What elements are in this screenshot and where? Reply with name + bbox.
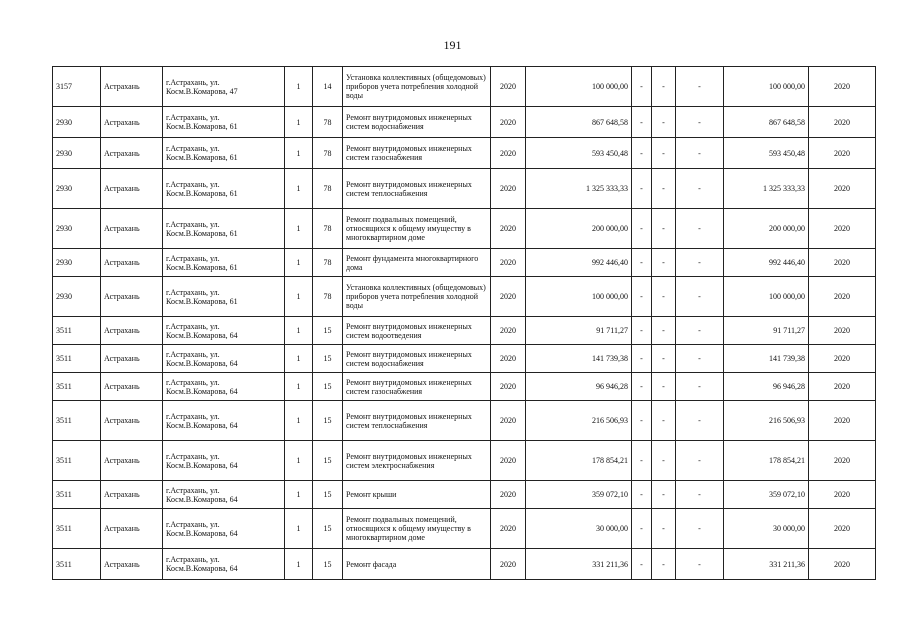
address-cell: г.Астрахань, ул. Косм.В.Комарова, 64 — [163, 481, 285, 509]
amount-cell: 216 506,93 — [526, 401, 632, 441]
house-id-cell: 3157 — [53, 67, 101, 107]
dash-cell: - — [632, 138, 652, 169]
dash-cell: - — [676, 401, 724, 441]
total-cell: 200 000,00 — [724, 209, 809, 249]
dash-cell: - — [652, 441, 676, 481]
completion-year-cell: 2020 — [809, 441, 876, 481]
city-cell: Астрахань — [101, 345, 163, 373]
city-cell: Астрахань — [101, 209, 163, 249]
table-row — [53, 138, 876, 169]
table-row — [53, 345, 876, 373]
city-cell: Астрахань — [101, 509, 163, 549]
year-cell: 2020 — [491, 107, 526, 138]
address-cell: г.Астрахань, ул. Косм.В.Комарова, 61 — [163, 169, 285, 209]
completion-year-cell: 2020 — [809, 67, 876, 107]
address-cell: г.Астрахань, ул. Косм.В.Комарова, 61 — [163, 277, 285, 317]
address-cell: г.Астрахань, ул. Косм.В.Комарова, 64 — [163, 549, 285, 580]
work-type-cell: Ремонт подвальных помещений, относящихся к общему имуществу в многоквартирном доме — [343, 209, 491, 249]
house-id-cell: 3511 — [53, 549, 101, 580]
amount-cell: 30 000,00 — [526, 509, 632, 549]
page-number: 191 — [443, 38, 462, 52]
address-cell: г.Астрахань, ул. Косм.В.Комарова, 64 — [163, 373, 285, 401]
building-count-cell: 1 — [285, 107, 313, 138]
address-cell: г.Астрахань, ул. Косм.В.Комарова, 61 — [163, 209, 285, 249]
address-cell: г.Астрахань, ул. Косм.В.Комарова, 64 — [163, 317, 285, 345]
apartment-count-cell: 78 — [313, 169, 343, 209]
building-count-cell: 1 — [285, 481, 313, 509]
city-cell: Астрахань — [101, 441, 163, 481]
dash-cell: - — [632, 209, 652, 249]
dash-cell: - — [632, 481, 652, 509]
dash-cell: - — [676, 481, 724, 509]
work-type-cell: Ремонт фундамента многоквартирного дома — [343, 249, 491, 277]
house-id-cell: 3511 — [53, 401, 101, 441]
year-cell: 2020 — [491, 401, 526, 441]
work-type-cell: Ремонт внутридомовых инженерных систем газоснабжения — [343, 373, 491, 401]
dash-cell: - — [652, 67, 676, 107]
dash-cell: - — [632, 317, 652, 345]
address-cell: г.Астрахань, ул. Косм.В.Комарова, 61 — [163, 138, 285, 169]
amount-cell: 331 211,36 — [526, 549, 632, 580]
completion-year-cell: 2020 — [809, 107, 876, 138]
completion-year-cell: 2020 — [809, 549, 876, 580]
building-count-cell: 1 — [285, 345, 313, 373]
dash-cell: - — [676, 509, 724, 549]
dash-cell: - — [652, 249, 676, 277]
amount-cell: 992 446,40 — [526, 249, 632, 277]
apartment-count-cell: 78 — [313, 138, 343, 169]
dash-cell: - — [652, 169, 676, 209]
dash-cell: - — [676, 138, 724, 169]
apartment-count-cell: 78 — [313, 107, 343, 138]
apartment-count-cell: 78 — [313, 277, 343, 317]
building-count-cell: 1 — [285, 317, 313, 345]
city-cell: Астрахань — [101, 138, 163, 169]
year-cell: 2020 — [491, 345, 526, 373]
work-type-cell: Ремонт внутридомовых инженерных систем теплоснабжения — [343, 169, 491, 209]
dash-cell: - — [652, 401, 676, 441]
total-cell: 141 739,38 — [724, 345, 809, 373]
dash-cell: - — [652, 345, 676, 373]
table-row — [53, 209, 876, 249]
completion-year-cell: 2020 — [809, 249, 876, 277]
city-cell: Астрахань — [101, 107, 163, 138]
dash-cell: - — [676, 277, 724, 317]
dash-cell: - — [632, 441, 652, 481]
total-cell: 593 450,48 — [724, 138, 809, 169]
dash-cell: - — [652, 373, 676, 401]
city-cell: Астрахань — [101, 549, 163, 580]
amount-cell: 141 739,38 — [526, 345, 632, 373]
building-count-cell: 1 — [285, 277, 313, 317]
work-type-cell: Ремонт подвальных помещений, относящихся к общему имуществу в многоквартирном доме — [343, 509, 491, 549]
building-count-cell: 1 — [285, 509, 313, 549]
city-cell: Астрахань — [101, 401, 163, 441]
apartment-count-cell: 15 — [313, 401, 343, 441]
completion-year-cell: 2020 — [809, 345, 876, 373]
total-cell: 867 648,58 — [724, 107, 809, 138]
completion-year-cell: 2020 — [809, 317, 876, 345]
total-cell: 91 711,27 — [724, 317, 809, 345]
amount-cell: 91 711,27 — [526, 317, 632, 345]
year-cell: 2020 — [491, 317, 526, 345]
table-row — [53, 373, 876, 401]
address-cell: г.Астрахань, ул. Косм.В.Комарова, 64 — [163, 345, 285, 373]
dash-cell: - — [632, 67, 652, 107]
dash-cell: - — [676, 107, 724, 138]
dash-cell: - — [632, 509, 652, 549]
city-cell: Астрахань — [101, 317, 163, 345]
building-count-cell: 1 — [285, 169, 313, 209]
year-cell: 2020 — [491, 549, 526, 580]
apartment-count-cell: 15 — [313, 345, 343, 373]
house-id-cell: 3511 — [53, 509, 101, 549]
building-count-cell: 1 — [285, 209, 313, 249]
total-cell: 178 854,21 — [724, 441, 809, 481]
year-cell: 2020 — [491, 67, 526, 107]
work-type-cell: Установка коллективных (общедомовых) приборов учета потребления холодной воды — [343, 67, 491, 107]
building-count-cell: 1 — [285, 441, 313, 481]
table-row — [53, 67, 876, 107]
year-cell: 2020 — [491, 209, 526, 249]
dash-cell: - — [632, 107, 652, 138]
building-count-cell: 1 — [285, 138, 313, 169]
completion-year-cell: 2020 — [809, 209, 876, 249]
table-row — [53, 107, 876, 138]
work-type-cell: Ремонт внутридомовых инженерных систем водоотведения — [343, 317, 491, 345]
registry-body — [53, 67, 876, 580]
city-cell: Астрахань — [101, 169, 163, 209]
city-cell: Астрахань — [101, 249, 163, 277]
apartment-count-cell: 15 — [313, 509, 343, 549]
amount-cell: 178 854,21 — [526, 441, 632, 481]
address-cell: г.Астрахань, ул. Косм.В.Комарова, 64 — [163, 401, 285, 441]
dash-cell: - — [652, 481, 676, 509]
work-type-cell: Ремонт внутридомовых инженерных систем теплоснабжения — [343, 401, 491, 441]
house-id-cell: 2930 — [53, 107, 101, 138]
building-count-cell: 1 — [285, 401, 313, 441]
city-cell: Астрахань — [101, 373, 163, 401]
completion-year-cell: 2020 — [809, 373, 876, 401]
repair-registry-table — [52, 66, 876, 580]
house-id-cell: 2930 — [53, 249, 101, 277]
dash-cell: - — [652, 549, 676, 580]
building-count-cell: 1 — [285, 249, 313, 277]
amount-cell: 100 000,00 — [526, 277, 632, 317]
year-cell: 2020 — [491, 481, 526, 509]
dash-cell: - — [676, 209, 724, 249]
apartment-count-cell: 15 — [313, 481, 343, 509]
completion-year-cell: 2020 — [809, 169, 876, 209]
table-row — [53, 317, 876, 345]
table-row — [53, 401, 876, 441]
house-id-cell: 3511 — [53, 317, 101, 345]
table-row — [53, 481, 876, 509]
total-cell: 992 446,40 — [724, 249, 809, 277]
apartment-count-cell: 15 — [313, 441, 343, 481]
total-cell: 96 946,28 — [724, 373, 809, 401]
year-cell: 2020 — [491, 249, 526, 277]
dash-cell: - — [676, 345, 724, 373]
address-cell: г.Астрахань, ул. Косм.В.Комарова, 61 — [163, 107, 285, 138]
year-cell: 2020 — [491, 441, 526, 481]
dash-cell: - — [676, 169, 724, 209]
work-type-cell: Ремонт внутридомовых инженерных систем газоснабжения — [343, 138, 491, 169]
address-cell: г.Астрахань, ул. Косм.В.Комарова, 64 — [163, 441, 285, 481]
dash-cell: - — [652, 107, 676, 138]
table-row — [53, 441, 876, 481]
total-cell: 30 000,00 — [724, 509, 809, 549]
total-cell: 100 000,00 — [724, 277, 809, 317]
city-cell: Астрахань — [101, 481, 163, 509]
amount-cell: 100 000,00 — [526, 67, 632, 107]
dash-cell: - — [676, 249, 724, 277]
apartment-count-cell: 15 — [313, 317, 343, 345]
dash-cell: - — [676, 549, 724, 580]
house-id-cell: 2930 — [53, 169, 101, 209]
amount-cell: 593 450,48 — [526, 138, 632, 169]
address-cell: г.Астрахань, ул. Косм.В.Комарова, 64 — [163, 509, 285, 549]
completion-year-cell: 2020 — [809, 401, 876, 441]
house-id-cell: 3511 — [53, 373, 101, 401]
house-id-cell: 3511 — [53, 441, 101, 481]
dash-cell: - — [652, 509, 676, 549]
work-type-cell: Ремонт внутридомовых инженерных систем водоснабжения — [343, 107, 491, 138]
dash-cell: - — [652, 277, 676, 317]
completion-year-cell: 2020 — [809, 509, 876, 549]
dash-cell: - — [632, 277, 652, 317]
completion-year-cell: 2020 — [809, 277, 876, 317]
year-cell: 2020 — [491, 373, 526, 401]
amount-cell: 867 648,58 — [526, 107, 632, 138]
table-row — [53, 249, 876, 277]
work-type-cell: Установка коллективных (общедомовых) приборов учета потребления холодной воды — [343, 277, 491, 317]
city-cell: Астрахань — [101, 67, 163, 107]
apartment-count-cell: 15 — [313, 373, 343, 401]
dash-cell: - — [652, 138, 676, 169]
house-id-cell: 3511 — [53, 481, 101, 509]
work-type-cell: Ремонт крыши — [343, 481, 491, 509]
house-id-cell: 2930 — [53, 209, 101, 249]
year-cell: 2020 — [491, 138, 526, 169]
dash-cell: - — [632, 373, 652, 401]
total-cell: 359 072,10 — [724, 481, 809, 509]
total-cell: 216 506,93 — [724, 401, 809, 441]
city-cell: Астрахань — [101, 277, 163, 317]
work-type-cell: Ремонт фасада — [343, 549, 491, 580]
dash-cell: - — [676, 373, 724, 401]
year-cell: 2020 — [491, 169, 526, 209]
work-type-cell: Ремонт внутридомовых инженерных систем водоснабжения — [343, 345, 491, 373]
apartment-count-cell: 15 — [313, 549, 343, 580]
dash-cell: - — [676, 317, 724, 345]
dash-cell: - — [652, 317, 676, 345]
table-row — [53, 277, 876, 317]
dash-cell: - — [632, 345, 652, 373]
amount-cell: 359 072,10 — [526, 481, 632, 509]
apartment-count-cell: 14 — [313, 67, 343, 107]
completion-year-cell: 2020 — [809, 138, 876, 169]
total-cell: 100 000,00 — [724, 67, 809, 107]
dash-cell: - — [676, 441, 724, 481]
total-cell: 1 325 333,33 — [724, 169, 809, 209]
work-type-cell: Ремонт внутридомовых инженерных систем электроснабжения — [343, 441, 491, 481]
building-count-cell: 1 — [285, 67, 313, 107]
dash-cell: - — [632, 401, 652, 441]
dash-cell: - — [632, 549, 652, 580]
dash-cell: - — [632, 249, 652, 277]
dash-cell: - — [676, 67, 724, 107]
apartment-count-cell: 78 — [313, 249, 343, 277]
house-id-cell: 3511 — [53, 345, 101, 373]
amount-cell: 1 325 333,33 — [526, 169, 632, 209]
table-row — [53, 549, 876, 580]
address-cell: г.Астрахань, ул. Косм.В.Комарова, 47 — [163, 67, 285, 107]
amount-cell: 96 946,28 — [526, 373, 632, 401]
table-row — [53, 509, 876, 549]
house-id-cell: 2930 — [53, 277, 101, 317]
address-cell: г.Астрахань, ул. Косм.В.Комарова, 61 — [163, 249, 285, 277]
total-cell: 331 211,36 — [724, 549, 809, 580]
amount-cell: 200 000,00 — [526, 209, 632, 249]
year-cell: 2020 — [491, 509, 526, 549]
year-cell: 2020 — [491, 277, 526, 317]
completion-year-cell: 2020 — [809, 481, 876, 509]
building-count-cell: 1 — [285, 549, 313, 580]
building-count-cell: 1 — [285, 373, 313, 401]
dash-cell: - — [632, 169, 652, 209]
apartment-count-cell: 78 — [313, 209, 343, 249]
house-id-cell: 2930 — [53, 138, 101, 169]
table-row — [53, 169, 876, 209]
dash-cell: - — [652, 209, 676, 249]
